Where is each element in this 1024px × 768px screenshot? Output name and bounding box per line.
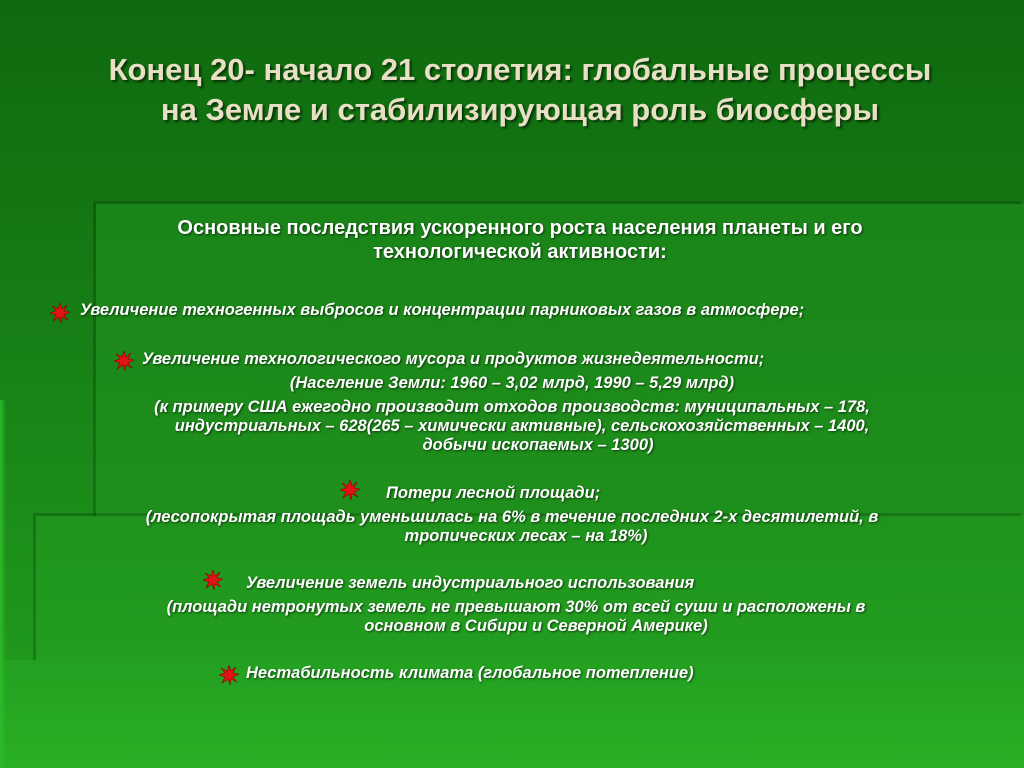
red-starburst-icon <box>114 351 134 371</box>
item-3-detail-line-1: (лесопокрытая площадь уменьшилась на 6% в течение последних 2-х десятилетий, в <box>145 508 879 526</box>
item-3-detail-line-2: тропических лесах – на 18%) <box>404 527 648 545</box>
bullet-item-5: Нестабильность климата (глобальное потепление) <box>246 664 694 682</box>
background-edge <box>0 400 6 768</box>
item-4-detail-line-1: (площади нетронутых земель не превышают 30% от всей суши и расположены в <box>166 598 866 616</box>
subtitle-line-1: Основные последствия ускоренного роста населения планеты и его <box>177 217 863 239</box>
red-starburst-icon <box>203 570 223 590</box>
bullet-item-4: Увеличение земель индустриального использования <box>246 574 695 592</box>
bullet-item-3: Потери лесной площади; <box>386 484 601 502</box>
bullet-item-1: Увеличение техногенных выбросов и концентрации парниковых газов в атмосфере; <box>80 301 805 319</box>
slide-subtitle <box>40 216 1000 264</box>
item-2-note: (Население Земли: 1960 – 3,02 млрд, 1990 – 5,29 млрд) <box>289 374 735 392</box>
slide-title <box>40 50 1000 130</box>
item-2-detail-line-2: индустриальных – 628(265 – химически активные), сельскохозяйственных – 1400, <box>174 417 870 435</box>
item-2-detail-line-1: (к примеру США ежегодно производит отходов производств: муниципальных – 178, <box>154 398 870 416</box>
item-4-detail-line-2: основном в Сибири и Северной Америке) <box>364 617 708 635</box>
red-starburst-icon <box>50 303 70 323</box>
item-2-detail-line-3: добычи ископаемых – 1300) <box>422 436 654 454</box>
bullet-item-2: Увеличение технологического мусора и продуктов жизнедеятельности; <box>142 350 765 368</box>
title-line-2: на Земле и стабилизирующая роль биосферы <box>160 92 880 127</box>
red-starburst-icon <box>340 480 360 500</box>
title-line-1: Конец 20- начало 21 столетия: глобальные процессы <box>108 52 932 87</box>
subtitle-line-2: технологической активности: <box>373 241 667 263</box>
red-starburst-icon <box>219 665 239 685</box>
